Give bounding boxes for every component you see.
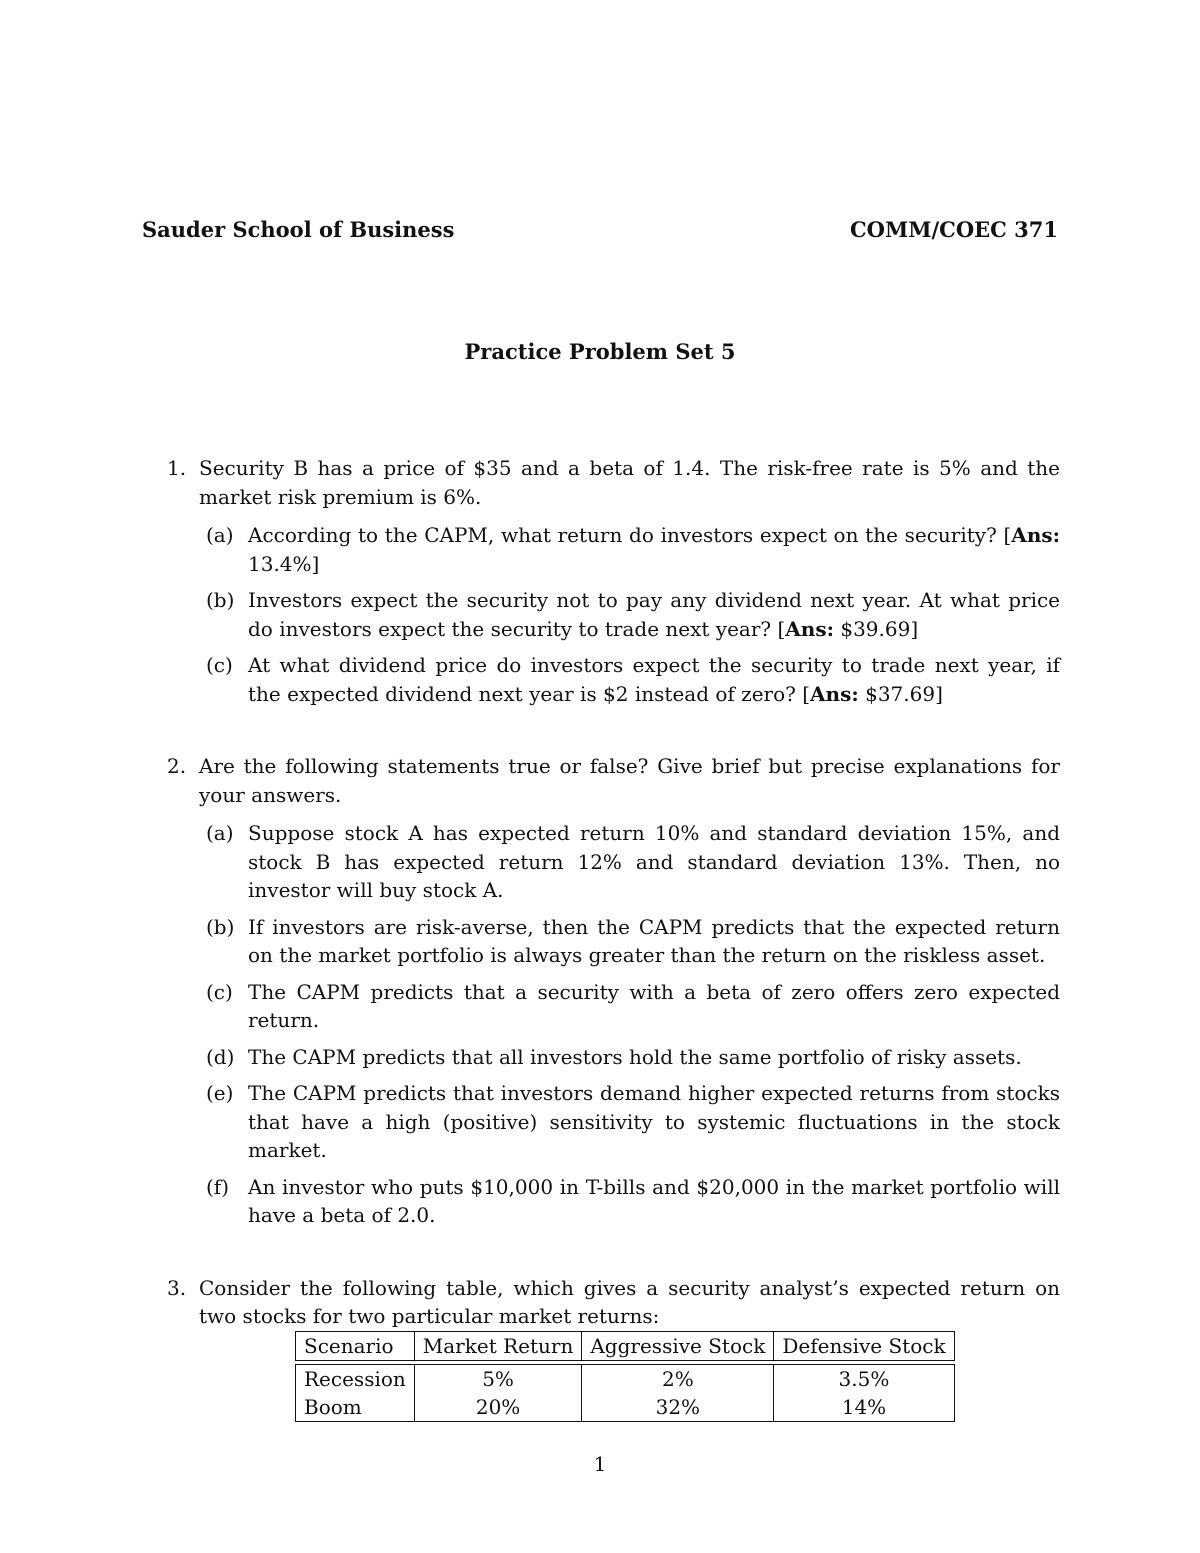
part-text: The CAPM predicts that investors demand higher expected returns from stocks that have a high (positive) sensitivity to systemic fluctuations in the stock market. [248,1081,1060,1162]
table-row [296,1393,955,1422]
table-cell: 20% [414,1393,582,1422]
table-cell: Recession [296,1365,415,1394]
column-header: Aggressive Stock [582,1332,774,1361]
table-cell: 2% [582,1365,774,1394]
problem-number: 3. [167,1275,187,1300]
problem-2-part-e [0,1079,1200,1165]
table-row [296,1365,955,1394]
part-text: According to the CAPM, what return do investors expect on the security? [ [248,523,1012,547]
answer-value: 13.4%] [248,551,320,576]
problem-2-part-f [0,1173,1200,1230]
page-number: 1 [593,1452,607,1476]
answer-key-label: Ans: [785,616,834,641]
table-header-row [296,1332,955,1361]
part-label: (c) [206,979,233,1004]
problem-text: Security B has a price of $35 and a beta of 1.4. The risk-free rate is 5% and the market risk premium is 6%. [199,456,1060,509]
problem-3 [0,1274,1200,1331]
table-cell: 32% [582,1393,774,1422]
answer-value: $39.69] [833,616,919,641]
part-label: (e) [206,1081,234,1105]
part-text: Suppose stock A has expected return 10% and standard deviation 15%, and stock B has expected return 12% and standard deviation 13%. Then, no investor will buy stock A. [248,821,1060,902]
problem-2-part-d [0,1043,1200,1072]
problem-text: Consider the following table, which gives a security analyst’s expected return on two stocks for two particular market returns: [199,1275,1060,1328]
part-label: (b) [206,588,235,612]
problem-1-part-b [0,586,1200,643]
part-label: (a) [206,523,234,547]
column-header: Defensive Stock [774,1332,954,1361]
page-title: Practice Problem Set 5 [464,339,736,364]
part-text: An investor who puts $10,000 in T-bills and $20,000 in the market portfolio will have a beta of 2.0. [248,1174,1060,1227]
problem-2 [0,752,1200,809]
problem-number: 1. [167,456,187,480]
table-cell: 3.5% [774,1365,954,1394]
problem-1 [0,454,1200,511]
answer-key-label: Ans: [1011,523,1060,547]
problem-1-part-a [0,521,1200,578]
course-code: COMM/COEC 371 [849,217,1058,242]
part-text: Investors expect the security not to pay any dividend next year. At what price do investors expect the security to trade next year? [ [248,588,1060,641]
part-label: (f) [206,1174,230,1199]
part-text: If investors are risk-averse, then the CAPM predicts that the expected return on the market portfolio is always greater than the return on the riskless asset. [248,914,1060,967]
part-label: (b) [206,914,235,939]
problem-2-part-c [0,978,1200,1035]
problem-1-part-c [0,651,1200,708]
part-label: (a) [206,821,234,845]
part-text: The CAPM predicts that a security with a beta of zero offers zero expected return. [248,979,1060,1032]
table-cell: 5% [414,1365,582,1394]
part-label: (d) [206,1044,235,1069]
returns-table [295,1331,955,1422]
answer-value: $37.69] [858,681,943,706]
column-header: Market Return [414,1332,582,1361]
problem-text: Are the following statements true or false? Give brief but precise explanations for your answers. [199,754,1060,807]
part-text: At what dividend price do investors expect the security to trade next year, if the expected dividend next year is $2 instead of zero? [ [248,653,1060,706]
problem-list [0,454,1200,1331]
problem-2-part-b [0,913,1200,970]
problem-2-part-a [0,819,1200,905]
column-header: Scenario [296,1332,415,1361]
answer-key-label: Ans: [810,681,859,706]
problem-number: 2. [167,754,187,778]
part-label: (c) [206,653,233,677]
table-cell: 14% [774,1393,954,1422]
table-cell: Boom [296,1393,415,1422]
school-name: Sauder School of Business [142,217,455,242]
part-text: The CAPM predicts that all investors hold the same portfolio of risky assets. [248,1044,1022,1069]
